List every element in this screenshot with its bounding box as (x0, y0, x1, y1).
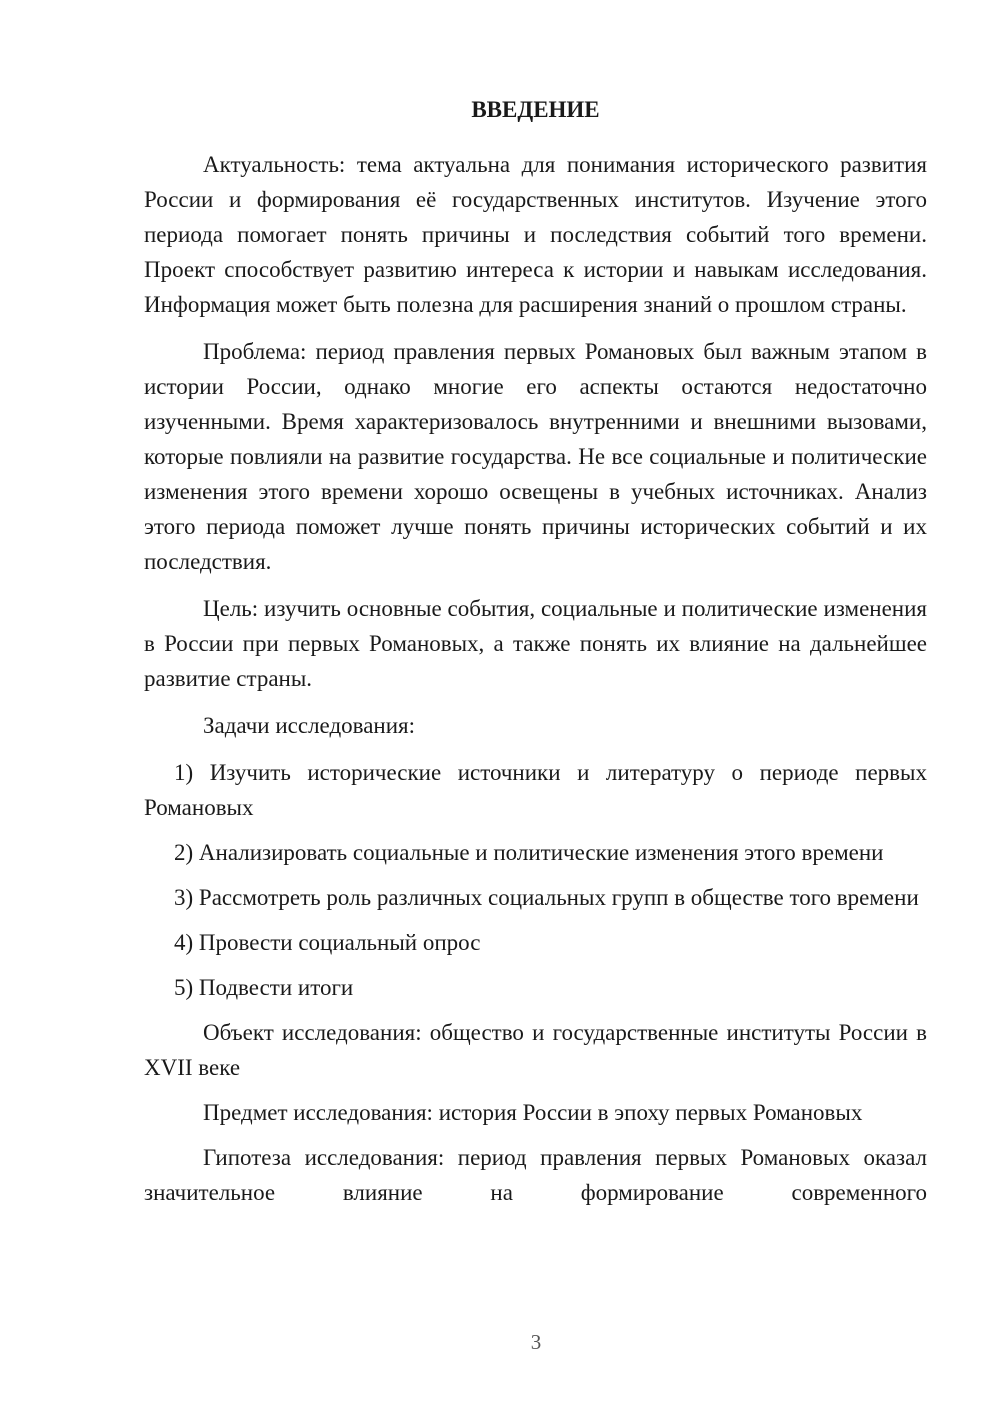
list-item: 1) Изучить исторические источники и литературу о периоде первых Романовых (144, 760, 927, 820)
list-item: 4) Провести социальный опрос (174, 930, 481, 955)
list-item: 3) Рассмотреть роль различных социальных групп в обществе того времени (174, 885, 919, 910)
page-number: 3 (530, 1330, 542, 1354)
paragraph-object: Объект исследования: общество и государственные институты России в XVII веке (144, 1020, 927, 1080)
paragraph-actuality: Актуальность: тема актуальна для понимания исторического развития России и формирования её государственных институтов. Изучение этого периода помогает понять причины и последствия событий того времени. Проект способствует развитию интереса к истории и навыкам исследования. Информация может быть полезна для расширения знаний о прошлом страны. (144, 152, 927, 317)
list-item: 5) Подвести итоги (174, 975, 354, 1000)
list-item: 2) Анализировать социальные и политические изменения этого времени (174, 840, 884, 865)
document-body (144, 92, 927, 1210)
section-heading: ВВЕДЕНИЕ (471, 97, 600, 122)
paragraph-subject: Предмет исследования: история России в эпоху первых Романовых (203, 1100, 863, 1125)
paragraph-problem: Проблема: период правления первых Романовых был важным этапом в истории России, однако многие его аспекты остаются недостаточно изученными. Время характеризовалось внутренними и внешними вызовами, которые повлияли на развитие государства. Не все социальные и политические изменения этого времени хорошо освещены в учебных источниках. Анализ этого периода поможет лучше понять причины исторических событий и их последствия. (144, 339, 927, 574)
tasks-title: Задачи исследования: (203, 713, 416, 738)
paragraph-hypothesis: Гипотеза исследования: период правления первых Романовых оказал значительное влияние на формирование современного (144, 1145, 927, 1205)
paragraph-goal: Цель: изучить основные события, социальные и политические изменения в России при первых Романовых, а также понять их влияние на дальнейшее развитие страны. (144, 596, 927, 691)
